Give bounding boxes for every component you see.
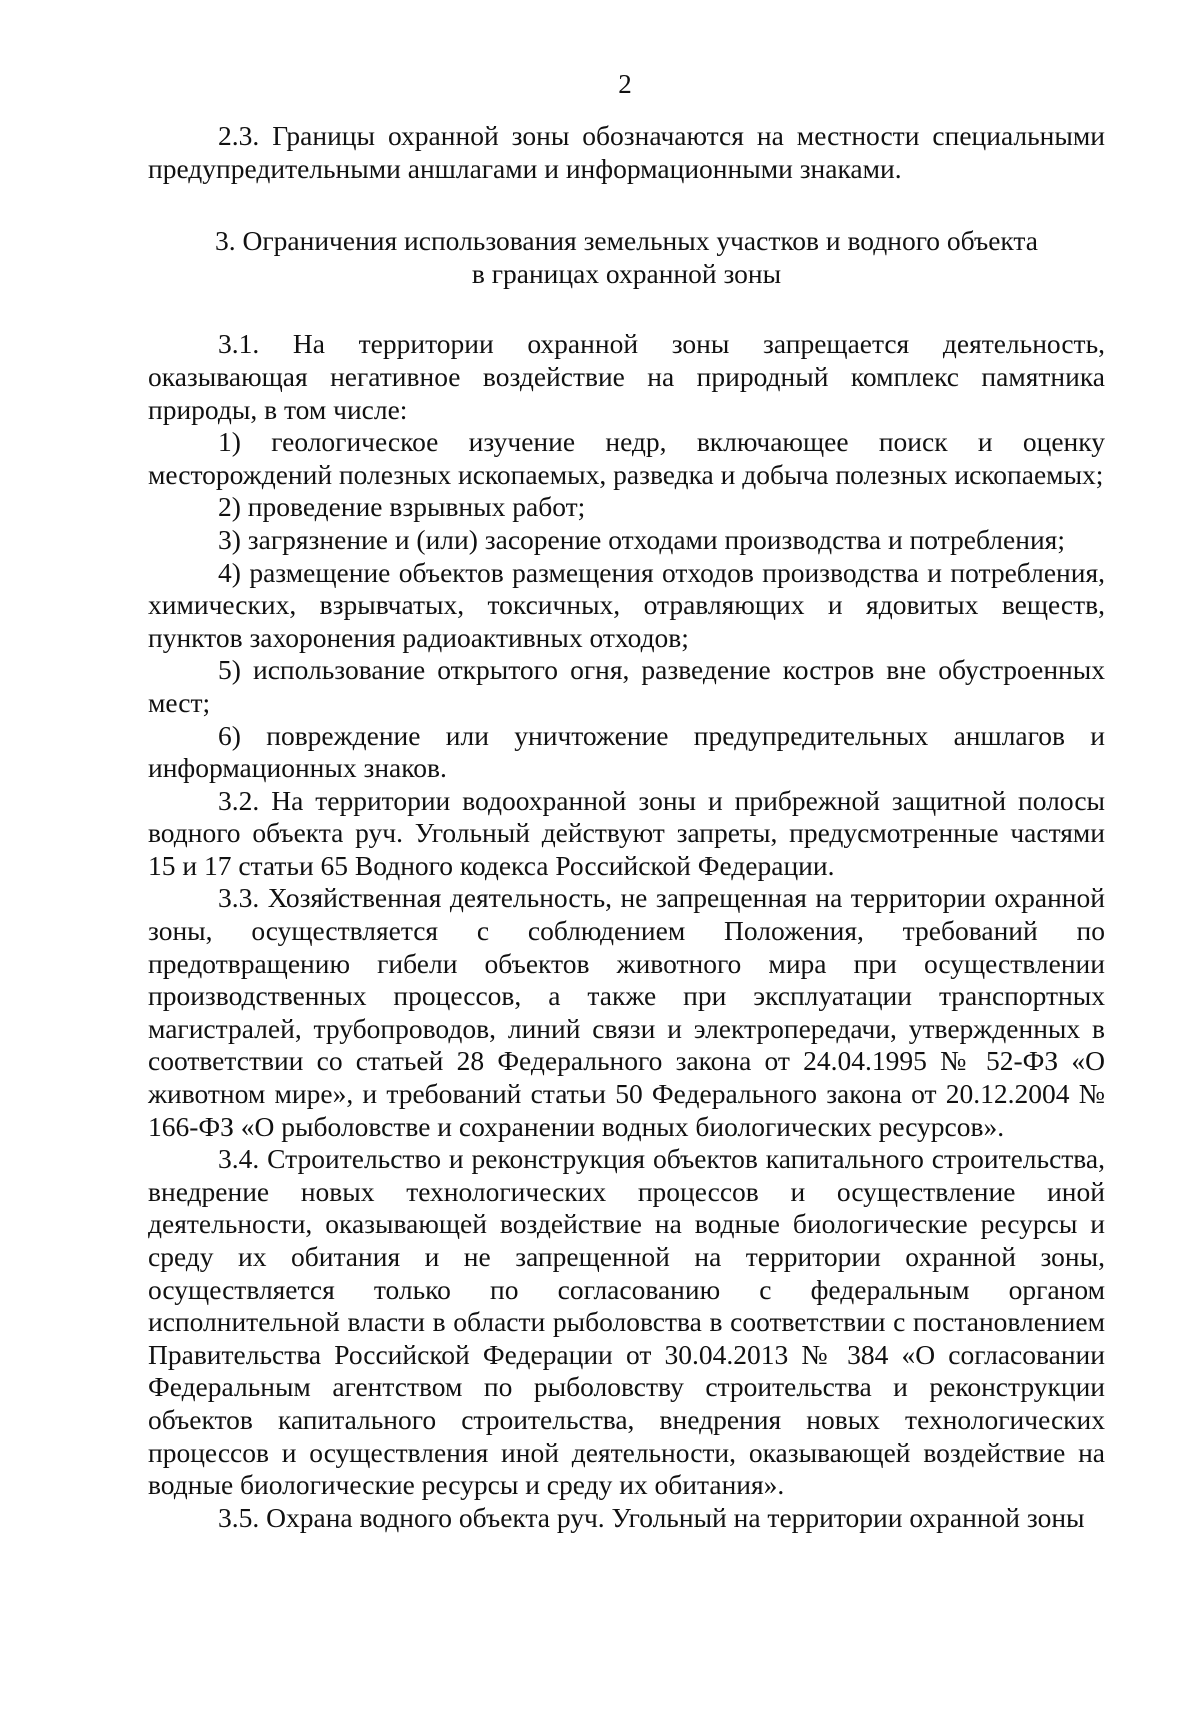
paragraph-3-1: 3.1. На территории охранной зоны запрещается деятельность, оказывающая негативное воздействие на природный комплекс памятника природы, в том числе:	[148, 328, 1105, 425]
section-heading-line-2: в границах охранной зоны	[471, 257, 782, 289]
list-item-2: 2) проведение взрывных работ;	[218, 491, 586, 523]
paragraph-2-3: 2.3. Границы охранной зоны обозначаются на местности специальными предупредительными аншлагами и информационными знаками.	[148, 120, 1105, 184]
paragraph-3-2: 3.2. На территории водоохранной зоны и прибрежной защитной полосы водного объекта руч. Угольный действуют запреты, предусмотренные частями 15 и 17 статьи 65 Водного кодекса Российской Федерации.	[148, 784, 1105, 881]
paragraph-3-3: 3.3. Хозяйственная деятельность, не запрещенная на территории охранной зоны, осуществляется с соблюдением Положения, требований по предотвращению гибели объектов животного мира при осуществлении производственных процессов, а также при эксплуатации транспортных магистралей, трубопроводов, линий связи и электропередачи, утвержденных в соответствии со статьей 28 Федерального закона от 24.04.1995 № 52-ФЗ «О животном мире», и требований статьи 50 Федерального закона от 20.12.2004 № 166-ФЗ «О рыболовстве и сохранении водных биологических ресурсов».	[148, 882, 1105, 1142]
section-heading-line-1: 3. Ограничения использования земельных участков и водного объекта	[215, 225, 1038, 257]
paragraph-3-4: 3.4. Строительство и реконструкция объектов капитального строительства, внедрение новых технологических процессов и осуществление иной деятельности, оказывающей воздействие на водные биологические ресурсы и среду их обитания и не запрещенной на территории охранной зоны, осуществляется только по согласованию с федеральным органом исполнительной власти в области рыболовства в соответствии с постановлением Правительства Российской Федерации от 30.04.2013 № 384 «О согласовании Федеральным агентством по рыболовству строительства и реконструкции объектов капитального строительства, внедрения новых технологических процессов и осуществления иной деятельности, оказывающей воздействие на водные биологические ресурсы и среду их обитания».	[148, 1143, 1105, 1501]
document-body	[148, 120, 1105, 1534]
paragraph-3-5: 3.5. Охрана водного объекта руч. Угольный на территории охранной зоны	[218, 1501, 1085, 1533]
list-item-3: 3) загрязнение и (или) засорение отходами производства и потребления;	[218, 523, 1065, 555]
list-item-5: 5) использование открытого огня, разведение костров вне обустроенных мест;	[148, 654, 1105, 718]
section-heading-3	[148, 225, 1105, 290]
list-item-6: 6) повреждение или уничтожение предупредительных аншлагов и информационных знаков.	[148, 719, 1105, 784]
page-number: 2	[618, 69, 632, 99]
list-item-1: 1) геологическое изучение недр, включающее поиск и оценку месторождений полезных ископаемых, разведка и добыча полезных ископаемых;	[148, 426, 1105, 490]
list-item-4: 4) размещение объектов размещения отходов производства и потребления, химических, взрывчатых, токсичных, отравляющих и ядовитых веществ, пунктов захоронения радиоактивных отходов;	[148, 556, 1105, 653]
